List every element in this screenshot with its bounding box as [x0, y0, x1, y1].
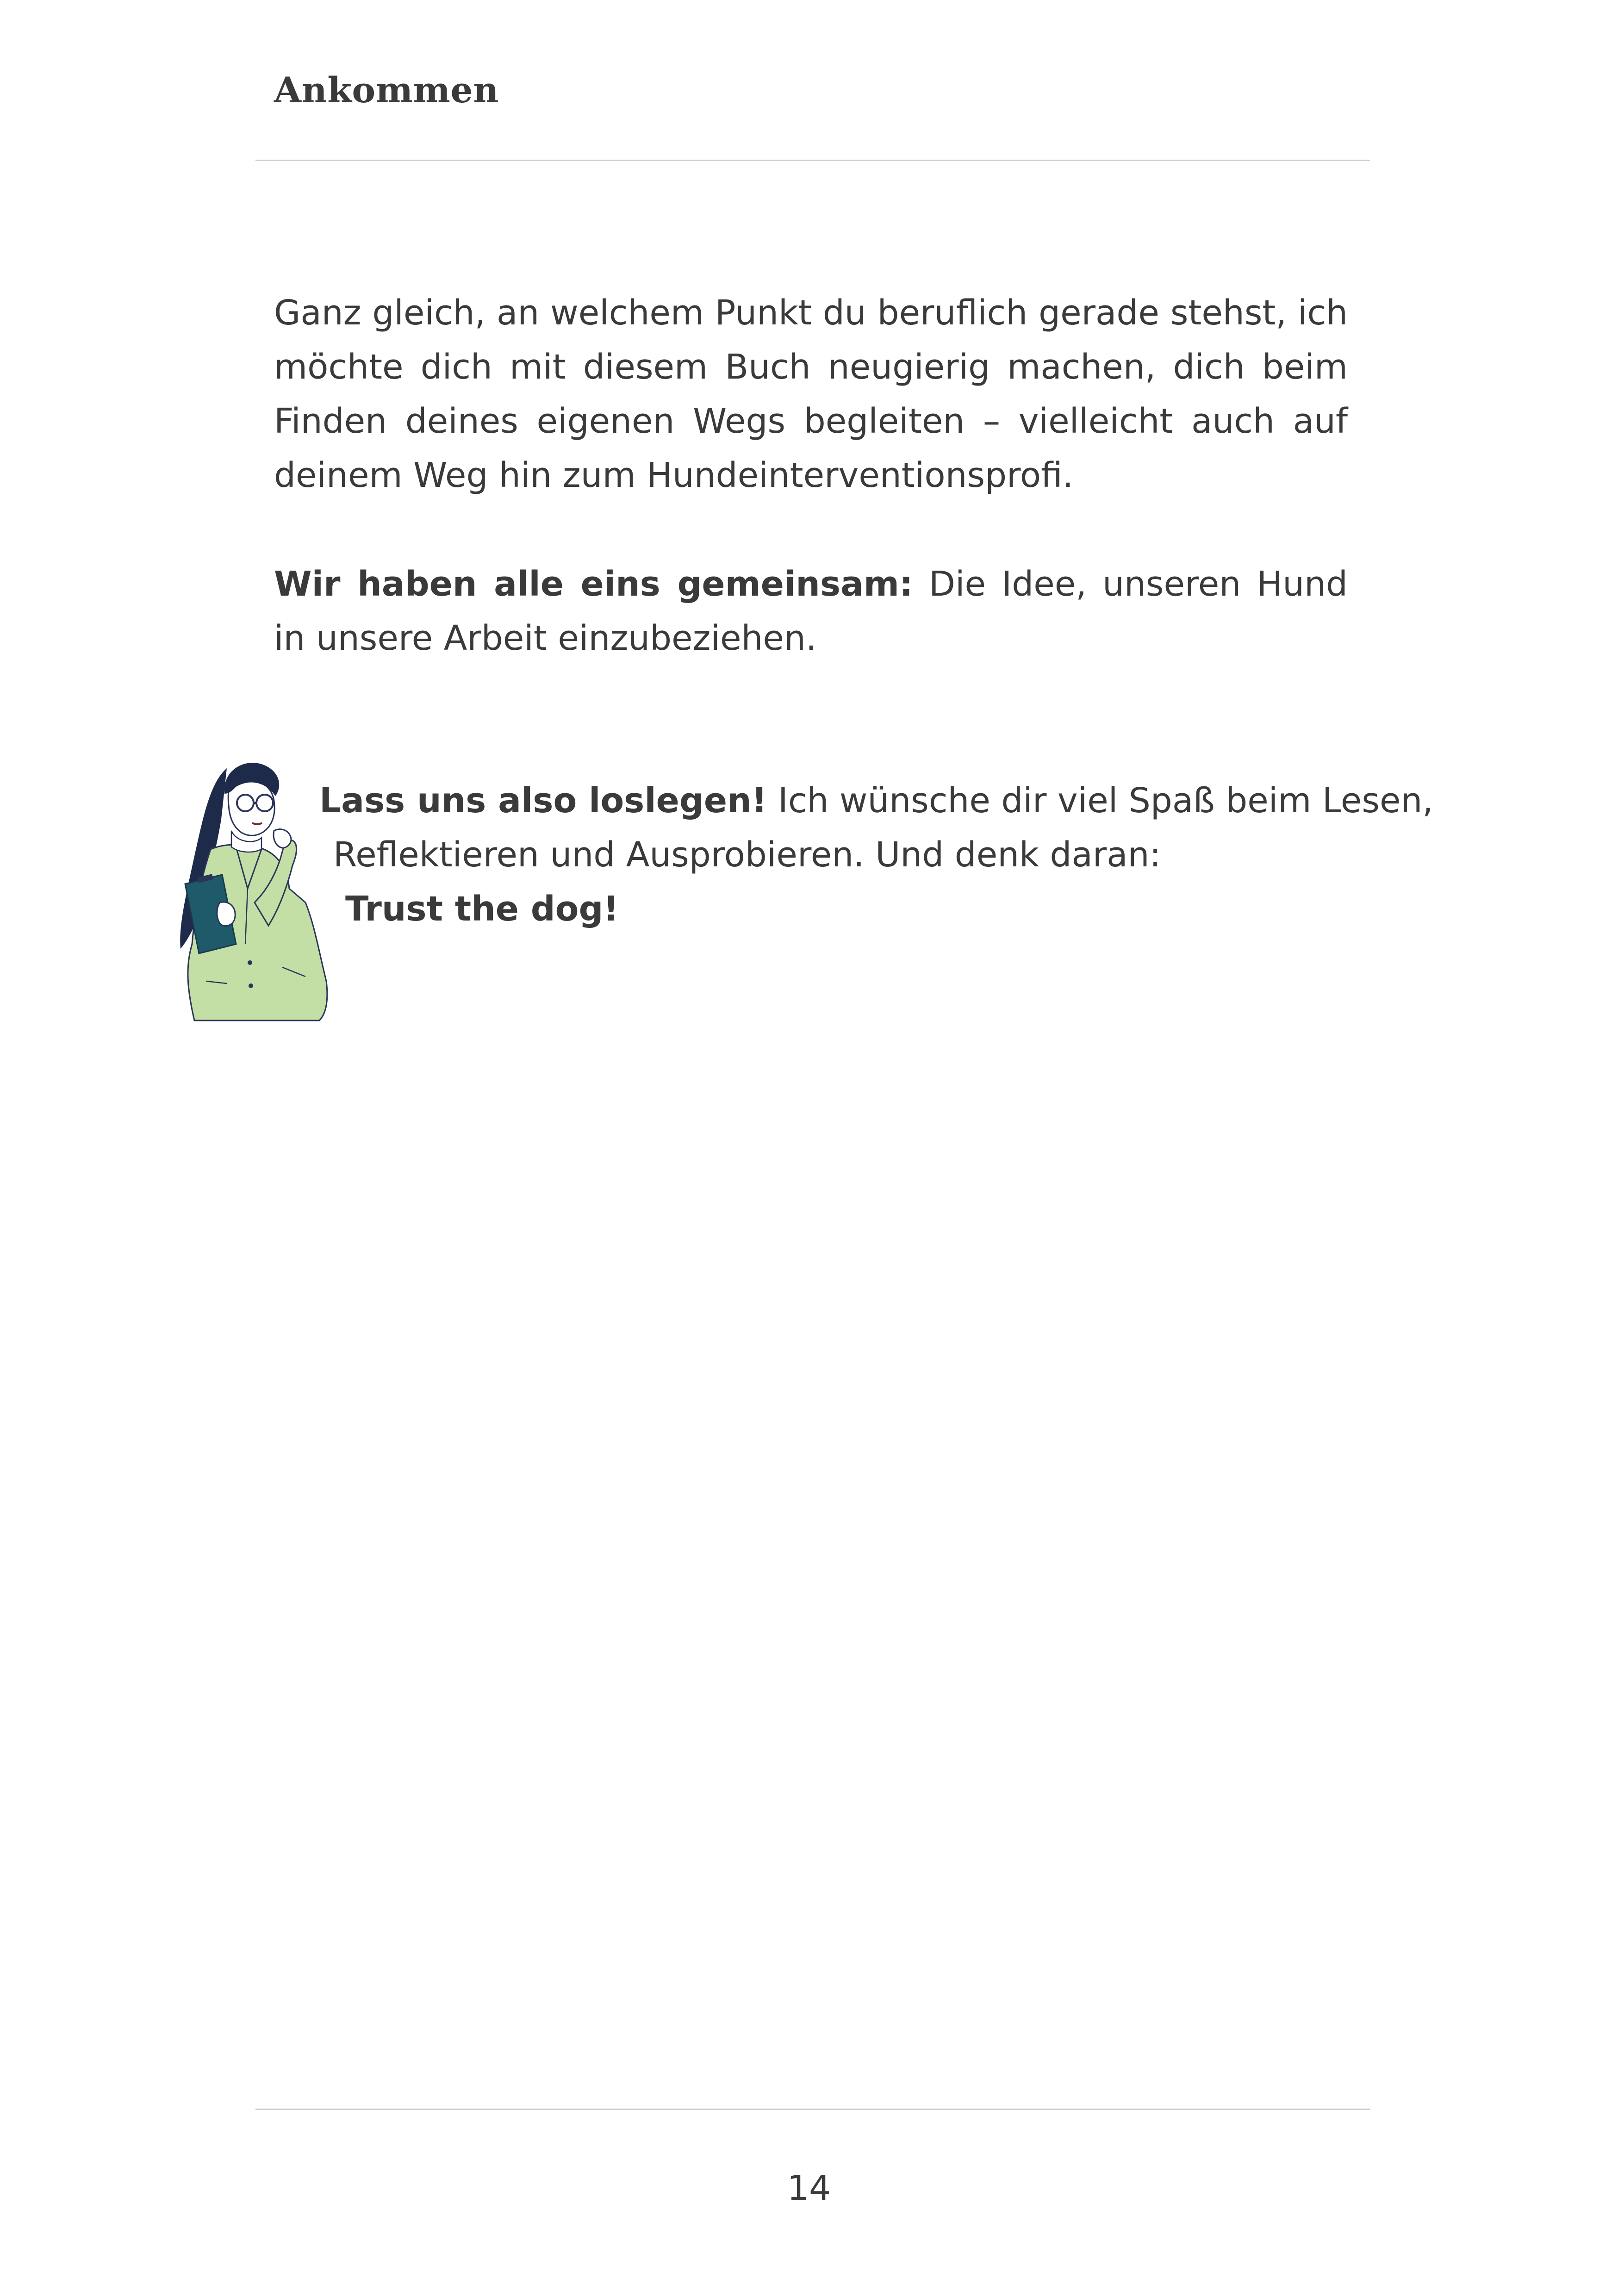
trust-the-dog-text: Trust the dog! [345, 889, 619, 929]
running-head-title: Ankommen [274, 69, 499, 111]
hand-holding-clipboard [217, 902, 235, 926]
closing-line-3 [319, 882, 1351, 936]
closing-line-1 [319, 774, 1433, 828]
paragraph-2-bold-lead: Wir haben alle eins gemeinsam: [274, 564, 913, 604]
closing-bold-lead: Lass uns also loslegen! [319, 781, 767, 821]
page-number: 14 [787, 2168, 831, 2208]
body-paragraph-2 [274, 557, 1348, 666]
body-paragraph-1: Ganz gleich, an welchem Punkt du beruflich gerade stehst, ich möchte dich mit diesem Buch neugierig machen, dich beim Finden deines eigenen Wegs begleiten – vielleicht auch auf deinem Weg hin zum Hundeinterventionsprofi. [274, 293, 1348, 495]
hand-at-chin [274, 829, 291, 848]
closing-line-1-text: Ich wünsche dir viel Spaß beim Lesen, [767, 781, 1433, 821]
header-divider [255, 160, 1370, 161]
paragraph-2-text: Die Idee, unseren Hund in unsere Arbeit einzubeziehen. [274, 564, 1348, 658]
closing-text [319, 774, 1433, 936]
closing-line-2: Reflektieren und Ausprobieren. Und denk daran: [333, 835, 1161, 875]
footer-divider [255, 2109, 1370, 2110]
woman-with-clipboard-illustration [167, 750, 342, 1023]
